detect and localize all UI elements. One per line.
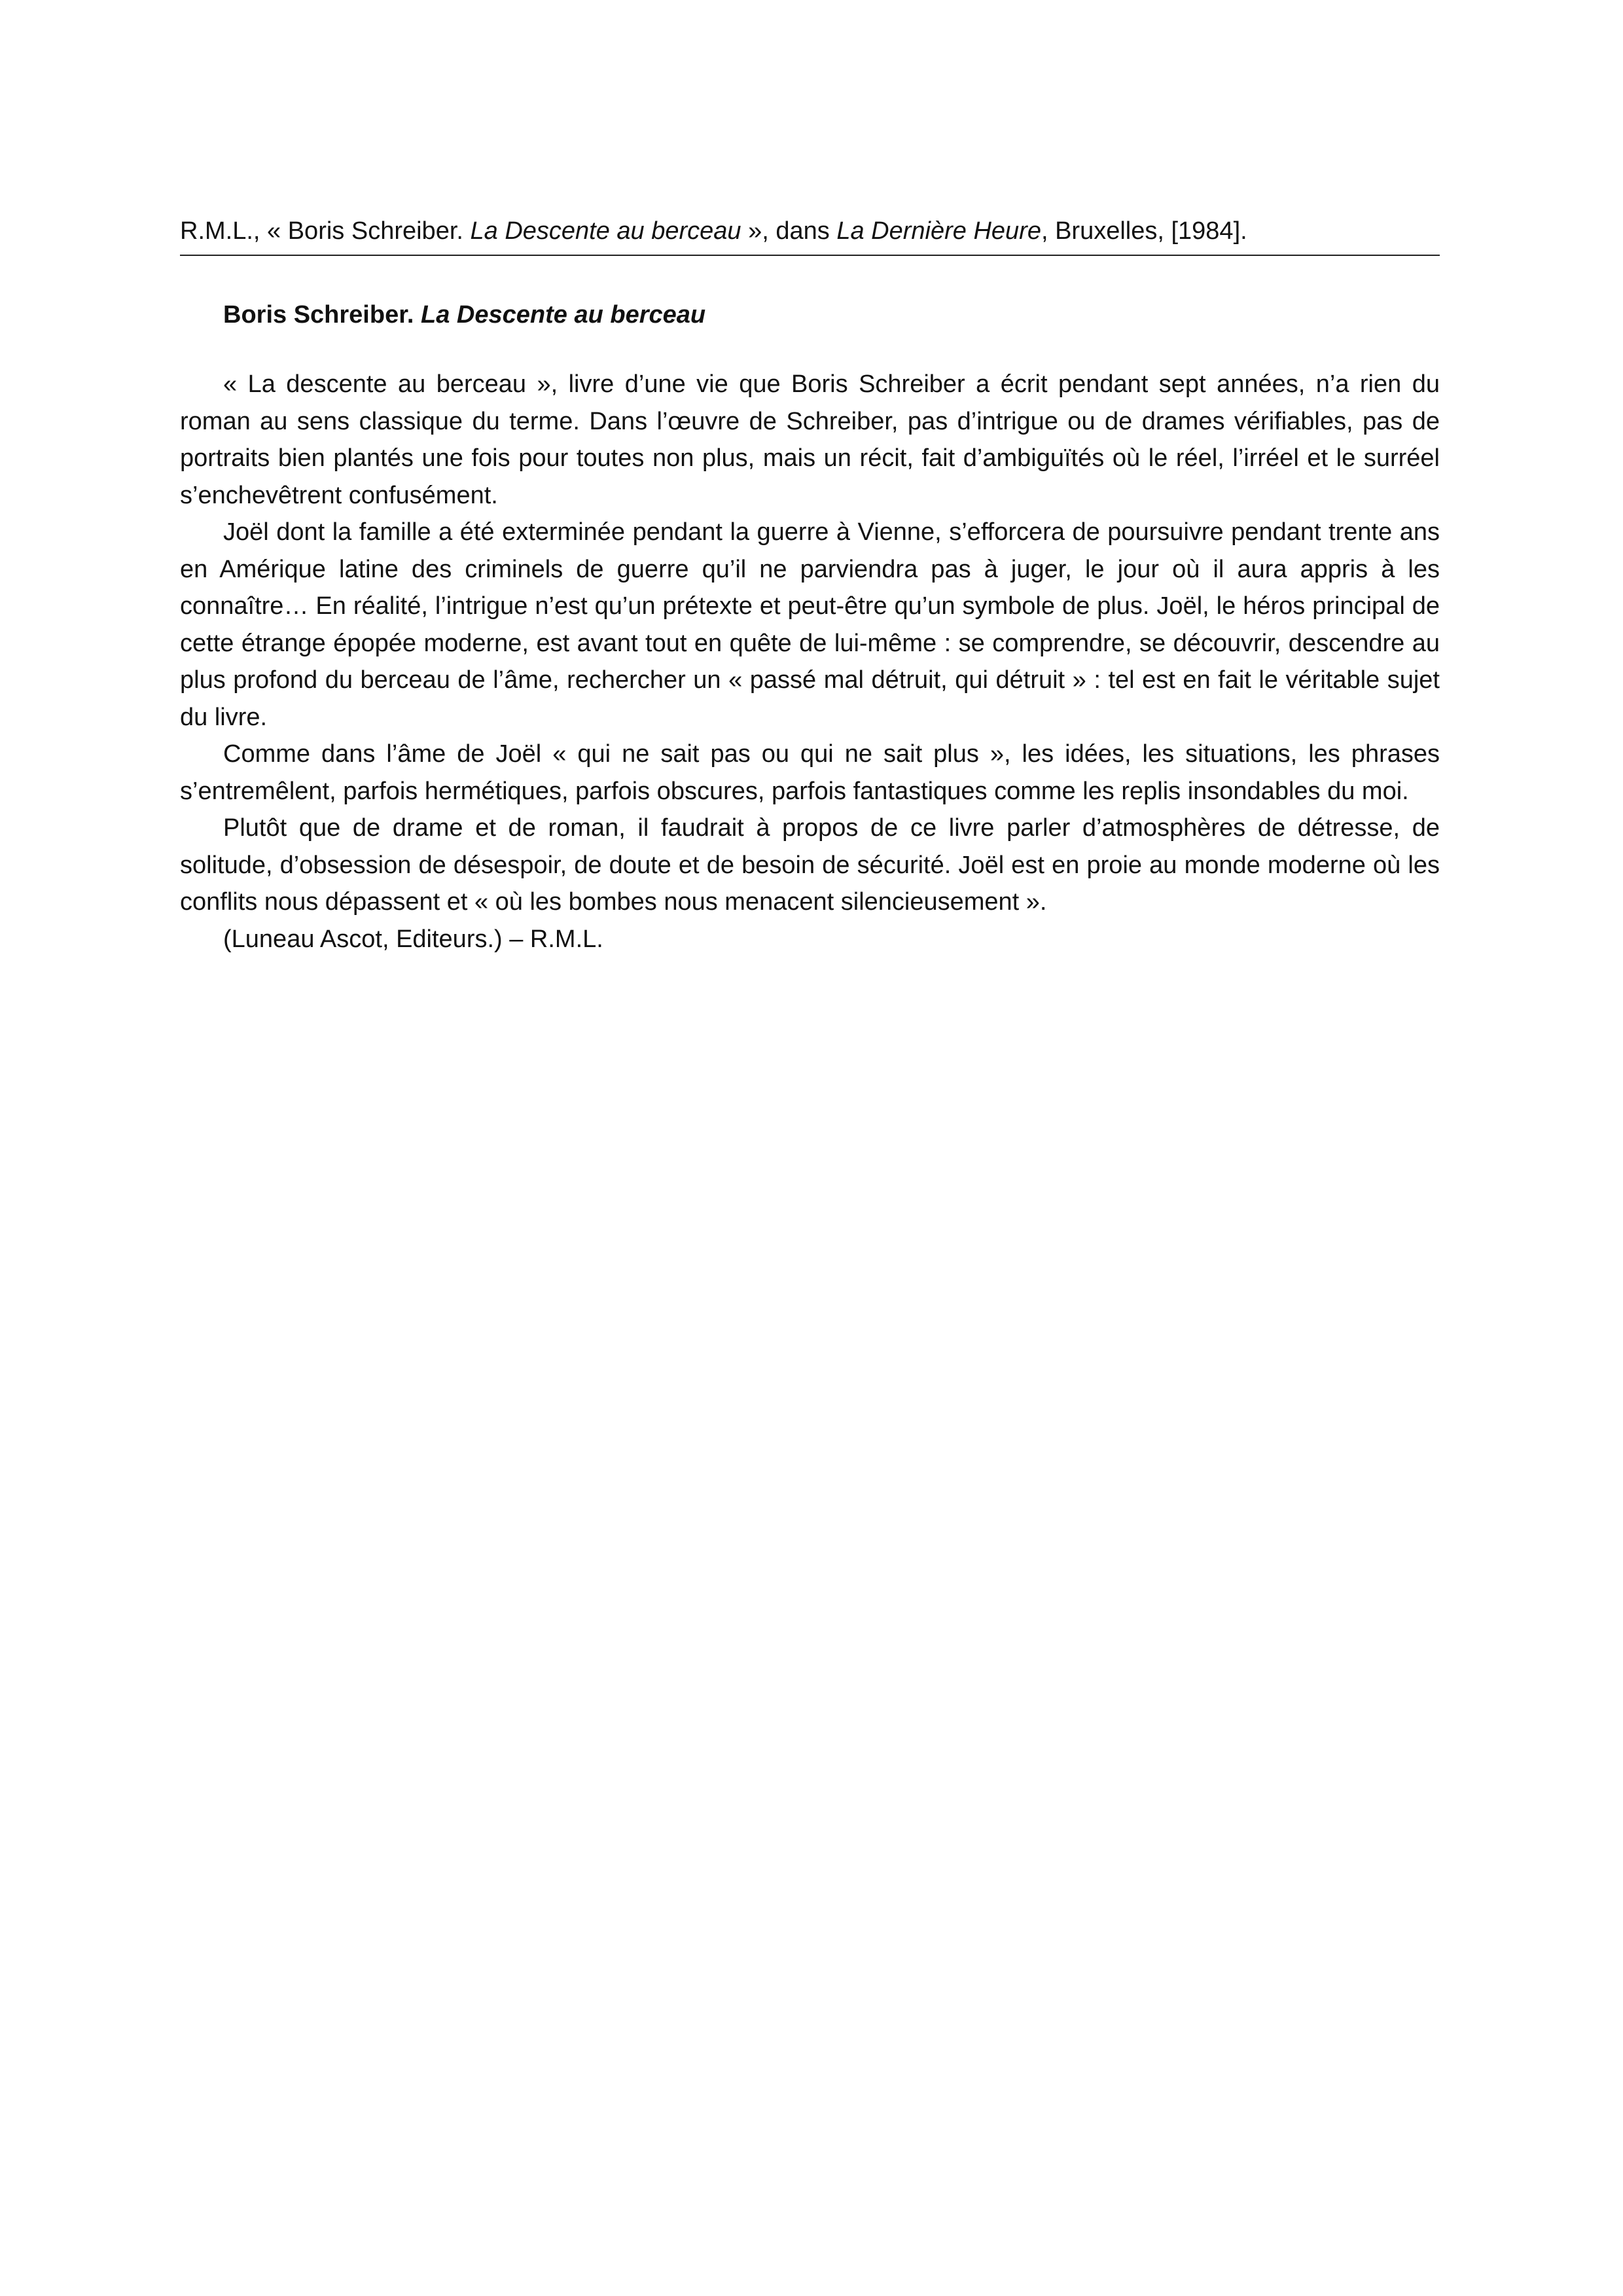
paragraph-4: Plutôt que de drame et de roman, il faudrait à propos de ce livre parler d’atmosphères de détresse, de solitude, d’obsession de désespoir, de doute et de besoin de sécurité. Joël est en proie au monde moderne où les conflits nous dépassent et « où les bombes nous menacent silencieusement ».: [180, 814, 1440, 916]
article-heading: [223, 296, 1440, 333]
signature: (Luneau Ascot, Editeurs.) – R.M.L.: [223, 925, 603, 953]
citation-journal: La Dernière Heure: [836, 217, 1041, 245]
heading-author: Boris Schreiber.: [223, 301, 421, 329]
citation-prefix: R.M.L., « Boris Schreiber.: [180, 217, 471, 245]
citation-middle: », dans: [741, 217, 837, 245]
heading-title: La Descente au berceau: [421, 301, 706, 329]
citation-work-title: La Descente au berceau: [470, 217, 741, 245]
source-citation: [180, 213, 1440, 249]
header-rule: [180, 255, 1440, 256]
document-page: [180, 213, 1440, 958]
paragraph-1: « La descente au berceau », livre d’une vie que Boris Schreiber a écrit pendant sept années, n’a rien du roman au sens classique du terme. Dans l’œuvre de Schreiber, pas d’intrigue ou de drames vérifiables, pas de portraits bien plantés une fois pour toutes non plus, mais un récit, fait d’ambiguïtés où le réel, l’irréel et le surréel s’enchevêtrent confusément.: [180, 370, 1440, 509]
citation-suffix: , Bruxelles, [1984].: [1041, 217, 1247, 245]
article-body: [180, 366, 1440, 958]
paragraph-2: Joël dont la famille a été exterminée pendant la guerre à Vienne, s’efforcera de poursuivre pendant trente ans en Amérique latine des criminels de guerre qu’il ne parviendra pas à juger, le jour où il aura appris à les connaître… En réalité, l’intrigue n’est qu’un prétexte et peut-être qu’un symbole de plus. Joël, le héros principal de cette étrange épopée moderne, est avant tout en quête de lui-même : se comprendre, se découvrir, descendre au plus profond du berceau de l’âme, rechercher un « passé mal détruit, qui détruit » : tel est en fait le véritable sujet du livre.: [180, 518, 1440, 731]
paragraph-3: Comme dans l’âme de Joël « qui ne sait pas ou qui ne sait plus », les idées, les situations, les phrases s’entremêlent, parfois hermétiques, parfois obscures, parfois fantastiques comme les replis insondables du moi.: [180, 740, 1440, 805]
